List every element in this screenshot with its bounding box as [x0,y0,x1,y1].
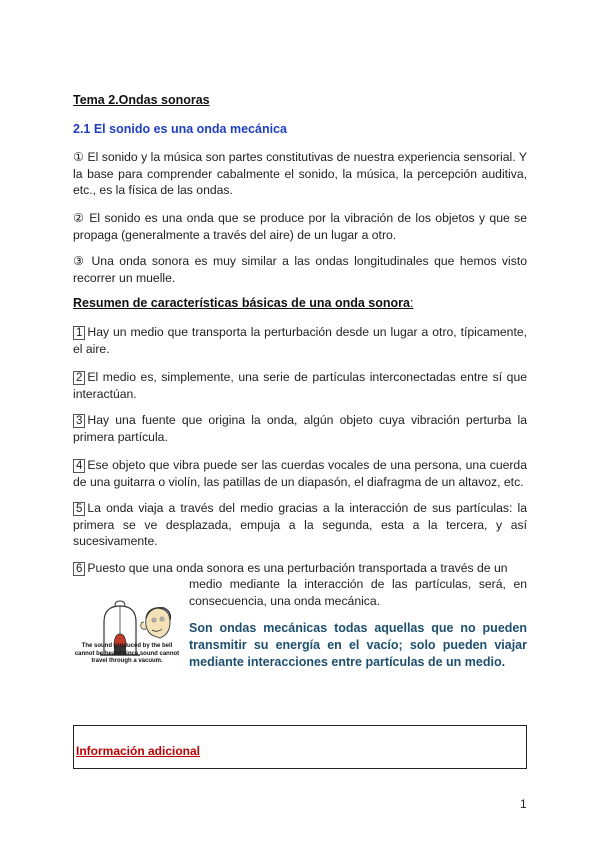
intro-text-1: El sonido y la música son partes constitutivas de nuestra experiencia sensorial. Y la base para comprender cabalmente el sonido, la música, la percepción auditiva, etc., es la física de las ondas. [73,150,527,197]
item-number-6: 6 [73,562,85,576]
summary-item-6 [73,560,527,577]
item-text-3: Hay una fuente que origina la onda, algún objeto cuya vibración perturba la primera partícula. [73,413,527,444]
illustration-caption: The sound produced by the bell cannot be heard since sound cannot travel through a vacuum. [74,643,180,664]
summary-item-2 [73,369,527,402]
intro-text-2: El sonido es una onda que se produce por la vibración de los objetos y que se propaga (generalmente a través del aire) de un lugar a otro. [73,211,527,242]
item-number-2: 2 [73,371,85,385]
item-number-1: 1 [73,326,85,340]
additional-info-label[interactable]: Información adicional [76,744,201,758]
summary-item-5 [73,500,527,550]
page-number: 1 [520,797,527,811]
item-number-5: 5 [73,502,85,516]
highlighted-definition: Son ondas mecánicas todas aquellas que no pueden transmitir su energía en el vacío; solo pueden viajar mediante interacciones entre partículas de un medio. [189,621,527,669]
summary-item-6-continued: medio mediante la interacción de las partículas, será, en consecuencia, una onda mecánica. [189,577,527,608]
circled-number-1: ① [73,150,84,164]
summary-heading: Resumen de características básicas de una onda sonora: [73,296,414,310]
intro-paragraph-2 [73,210,527,243]
item-number-4: 4 [73,459,85,473]
intro-paragraph-1 [73,149,527,199]
summary-item-3 [73,412,527,445]
circled-number-3: ③ [73,254,87,268]
item-text-1: Hay un medio que transporta la perturbación desde un lugar a otro, típicamente, el aire. [73,325,527,356]
section-heading: 2.1 El sonido es una onda mecánica [73,122,287,136]
item-text-6-first-line: Puesto que una onda sonora es una perturbación transportada a través de un [87,561,508,575]
item-text-2: El medio es, simplemente, una serie de partículas interconectadas entre sí que interactúan. [73,370,527,401]
document-title: Tema 2.Ondas sonoras [73,93,210,107]
item-number-3: 3 [73,414,85,428]
summary-item-1 [73,324,527,357]
circled-number-2: ② [73,211,85,225]
summary-item-4 [73,457,527,490]
intro-paragraph-3 [73,253,527,286]
item-text-4: Ese objeto que vibra puede ser las cuerdas vocales de una persona, una cuerda de una guitarra o violín, las patillas de un diapasón, el diafragma de un altavoz, etc. [73,458,527,489]
listener-face-icon [141,608,171,638]
intro-text-3: Una onda sonora es muy similar a las ondas longitudinales que hemos visto recorrer un muelle. [73,254,527,285]
item-text-5: La onda viaja a través del medio gracias a la interacción de sus partículas: la primera se ve desplazada, empuja a la segunda, esta a la tercera, y así sucesivamente. [73,501,527,548]
